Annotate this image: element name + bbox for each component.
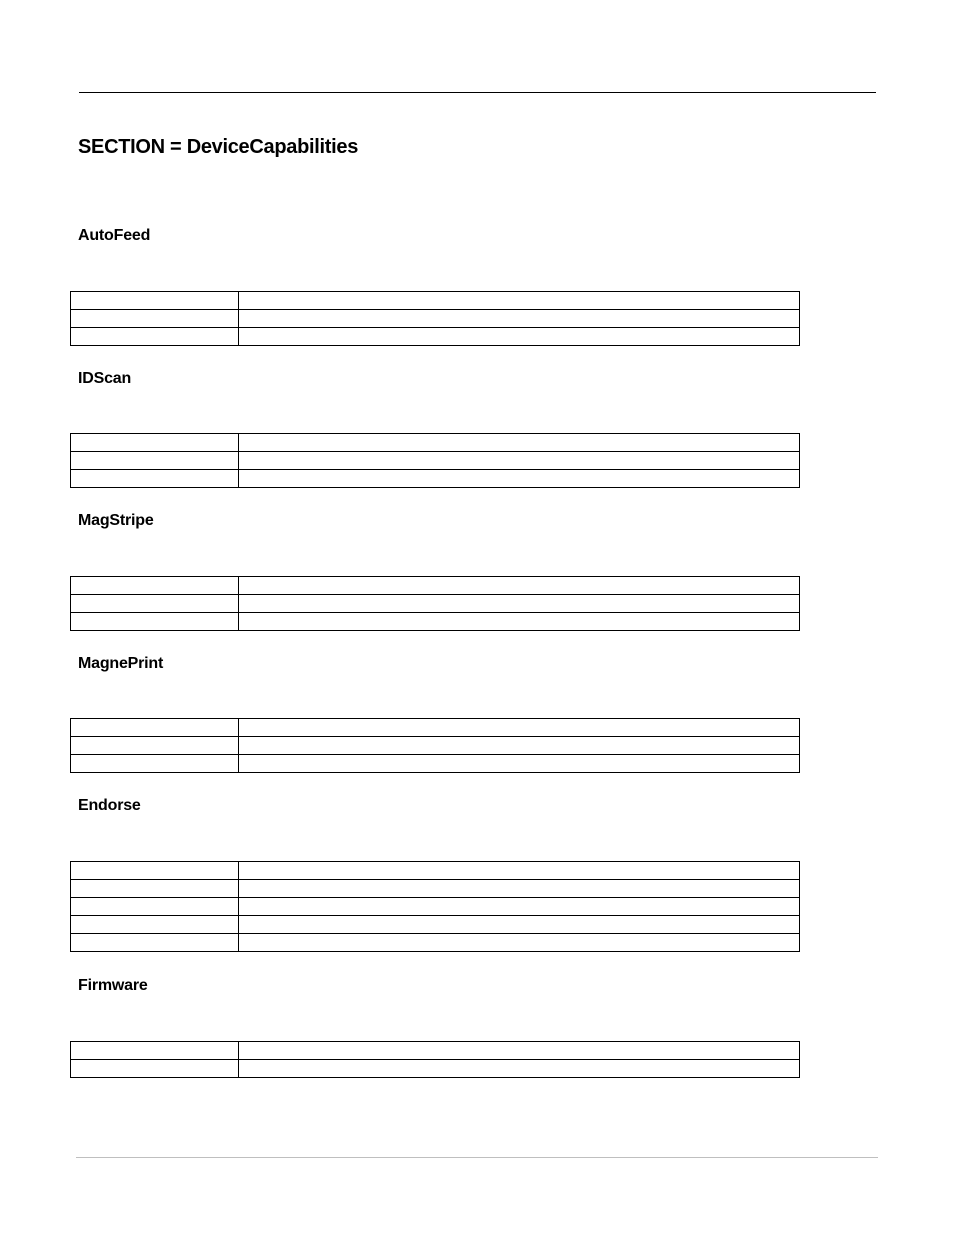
table-cell — [239, 595, 800, 613]
table-cell — [71, 613, 239, 631]
table-cell — [239, 613, 800, 631]
table-row — [71, 452, 800, 470]
table-row — [71, 862, 800, 880]
section-title: SECTION = DeviceCapabilities — [78, 136, 359, 158]
table-cell — [71, 328, 239, 346]
heading-endorse: Endorse — [78, 797, 141, 814]
table-autofeed — [70, 291, 800, 346]
table-cell — [71, 577, 239, 595]
table-row — [71, 310, 800, 328]
table-cell — [239, 755, 800, 773]
table-cell — [71, 595, 239, 613]
table-row — [71, 434, 800, 452]
table-row — [71, 470, 800, 488]
table-cell — [71, 880, 239, 898]
table-row — [71, 595, 800, 613]
table-cell — [239, 862, 800, 880]
table-cell — [239, 737, 800, 755]
table-cell — [71, 434, 239, 452]
table-cell — [239, 292, 800, 310]
table-cell — [71, 916, 239, 934]
footer-rule — [76, 1157, 878, 1158]
table-row — [71, 292, 800, 310]
table-cell — [239, 577, 800, 595]
table-row — [71, 934, 800, 952]
table-magstripe — [70, 576, 800, 631]
table-cell — [71, 470, 239, 488]
heading-magstripe: MagStripe — [78, 512, 154, 529]
table-row — [71, 719, 800, 737]
table-firmware — [70, 1041, 800, 1078]
table-magneprint — [70, 718, 800, 773]
table-row — [71, 577, 800, 595]
table-cell — [71, 755, 239, 773]
table-cell — [71, 862, 239, 880]
table-cell — [239, 434, 800, 452]
table-row — [71, 755, 800, 773]
table-cell — [71, 292, 239, 310]
table-cell — [71, 737, 239, 755]
table-cell — [239, 880, 800, 898]
table-endorse — [70, 861, 800, 952]
table-cell — [239, 328, 800, 346]
table-cell — [71, 1060, 239, 1078]
table-row — [71, 1060, 800, 1078]
table-row — [71, 880, 800, 898]
table-row — [71, 737, 800, 755]
table-cell — [239, 916, 800, 934]
table-cell — [71, 934, 239, 952]
table-cell — [71, 452, 239, 470]
header-rule — [79, 92, 876, 93]
table-cell — [71, 310, 239, 328]
heading-autofeed: AutoFeed — [78, 227, 151, 244]
table-cell — [71, 719, 239, 737]
table-cell — [239, 898, 800, 916]
table-cell — [71, 1042, 239, 1060]
table-cell — [239, 310, 800, 328]
table-cell — [239, 1060, 800, 1078]
table-row — [71, 898, 800, 916]
table-cell — [239, 1042, 800, 1060]
table-idscan — [70, 433, 800, 488]
heading-firmware: Firmware — [78, 977, 148, 994]
table-cell — [239, 934, 800, 952]
table-row — [71, 1042, 800, 1060]
heading-magneprint: MagnePrint — [78, 655, 164, 672]
table-row — [71, 613, 800, 631]
table-cell — [239, 719, 800, 737]
table-row — [71, 328, 800, 346]
table-cell — [239, 470, 800, 488]
table-cell — [239, 452, 800, 470]
heading-idscan: IDScan — [78, 370, 132, 387]
table-cell — [71, 898, 239, 916]
table-row — [71, 916, 800, 934]
